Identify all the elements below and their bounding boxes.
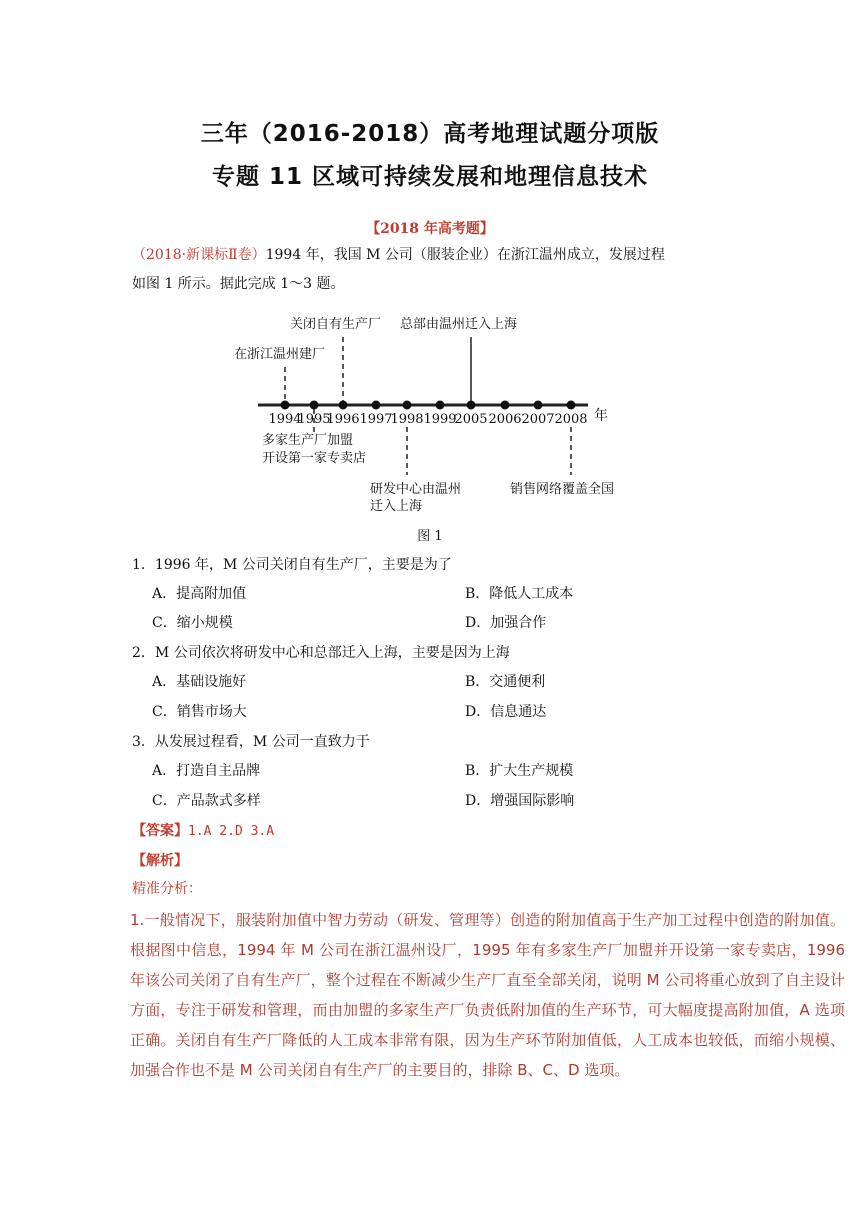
- timeline-dot-1998: [403, 401, 412, 410]
- question-source: （2018·新课标Ⅱ卷）: [132, 247, 266, 263]
- timeline-dot-1994: [281, 401, 290, 410]
- label-rd-1: 研发中心由温州: [370, 482, 462, 497]
- label-join-1: 多家生产厂加盟: [262, 433, 354, 448]
- label-rd-2: 迁入上海: [370, 499, 423, 514]
- timeline-dot-2007: [534, 401, 543, 410]
- timeline-year-1999: 1999: [423, 412, 457, 427]
- timeline-year-2006: 2006: [488, 412, 522, 427]
- label-close-factory: 关闭自有生产厂: [290, 317, 382, 332]
- figure-caption: 图 1: [417, 529, 443, 544]
- timeline-year-1997: 1997: [359, 412, 393, 427]
- year-unit: 年: [594, 408, 608, 424]
- question-2-option-c: C．销售市场大: [152, 704, 247, 720]
- document-title: 三年（2016-2018）高考地理试题分项版: [200, 121, 660, 147]
- timeline-dot-1999: [436, 401, 445, 410]
- question-1-option-c: C．缩小规模: [152, 615, 233, 631]
- answer-line: [132, 820, 274, 840]
- analysis-text: 1.一般情况下，服装附加值中智力劳动（研发、管理等）创造的附加值高于生产加工过程中创造的附加值。根据图中信息，1994 年 M 公司在浙江温州设厂，1995 年有多家生产厂加盟并开设第一家专卖店，1996 年该公司关闭了自有生产厂，整个过程在不断减少生产厂直至全部关闭，说明 M 公司将重心放到了自主设计方面，专注于研发和管理，而由加盟的多家生产厂负责低附加值的生产环节，可大幅度提高附加值，A 选项正确。关闭自有生产厂降低的人工成本非常有限，因为生产环节附加值低，人工成本也较低，而缩小规模、加强合作也不是 M 公司关闭自有生产厂的主要目的，排除 B、C、D 选项。: [130, 911, 845, 1079]
- question-1-stem: 1．1996 年，M 公司关闭自有生产厂，主要是为了: [132, 557, 452, 573]
- timeline-figure: [0, 305, 860, 520]
- document-subtitle: 专题 11 区域可持续发展和地理信息技术: [211, 164, 649, 190]
- analysis-label: 【解析】: [132, 853, 188, 869]
- question-2-stem: 2．M 公司依次将研发中心和总部迁入上海，主要是因为上海: [132, 645, 510, 661]
- answer-values: 1.A 2.D 3.A: [188, 824, 275, 839]
- intro-line-1: [132, 242, 742, 268]
- timeline-dot-2008: [567, 401, 576, 410]
- question-3-option-b: B．扩大生产规模: [465, 763, 574, 779]
- timeline-year-2007: 2007: [521, 412, 555, 427]
- label-hq-move: 总部由温州迁入上海: [400, 317, 518, 332]
- question-1-option-b: B．降低人工成本: [465, 586, 574, 602]
- timeline-year-1994: 1994: [268, 412, 302, 427]
- timeline-dot-1997: [372, 401, 381, 410]
- intro-line-2: 如图 1 所示。据此完成 1～3 题。: [132, 276, 345, 292]
- question-1-option-a: A．提高附加值: [152, 586, 247, 602]
- question-1-option-d: D．加强合作: [465, 615, 547, 631]
- question-3-option-c: C．产品款式多样: [152, 793, 261, 809]
- timeline-year-2008: 2008: [554, 412, 588, 427]
- timeline-year-1996: 1996: [326, 412, 360, 427]
- timeline-dot-2006: [501, 401, 510, 410]
- section-heading: 【2018 年高考题】: [366, 221, 494, 237]
- precise-analysis-label: 精准分析：: [132, 881, 202, 897]
- timeline-dot-1996: [339, 401, 348, 410]
- timeline-dot-2005: [467, 401, 476, 410]
- question-3-stem: 3．从发展过程看，M 公司一直致力于: [132, 734, 370, 750]
- question-3-option-d: D．增强国际影响: [465, 793, 575, 809]
- question-3-option-a: A．打造自主品牌: [152, 763, 261, 779]
- timeline-year-1995: 1995: [297, 412, 331, 427]
- intro-text-1: 1994 年，我国 M 公司（服装企业）在浙江温州成立，发展过程: [265, 247, 665, 263]
- question-2-option-d: D．信息通达: [465, 704, 547, 720]
- timeline-dot-1995: [310, 401, 319, 410]
- timeline-year-2005: 2005: [454, 412, 488, 427]
- label-join-2: 开设第一家专卖店: [262, 451, 367, 466]
- question-2-option-b: B．交通便利: [465, 674, 546, 690]
- label-sales-network: 销售网络覆盖全国: [510, 482, 615, 497]
- timeline-year-1998: 1998: [390, 412, 424, 427]
- answer-label: 【答案】: [132, 823, 188, 839]
- question-2-option-a: A．基础设施好: [152, 674, 247, 690]
- label-build-factory: 在浙江温州建厂: [234, 347, 326, 362]
